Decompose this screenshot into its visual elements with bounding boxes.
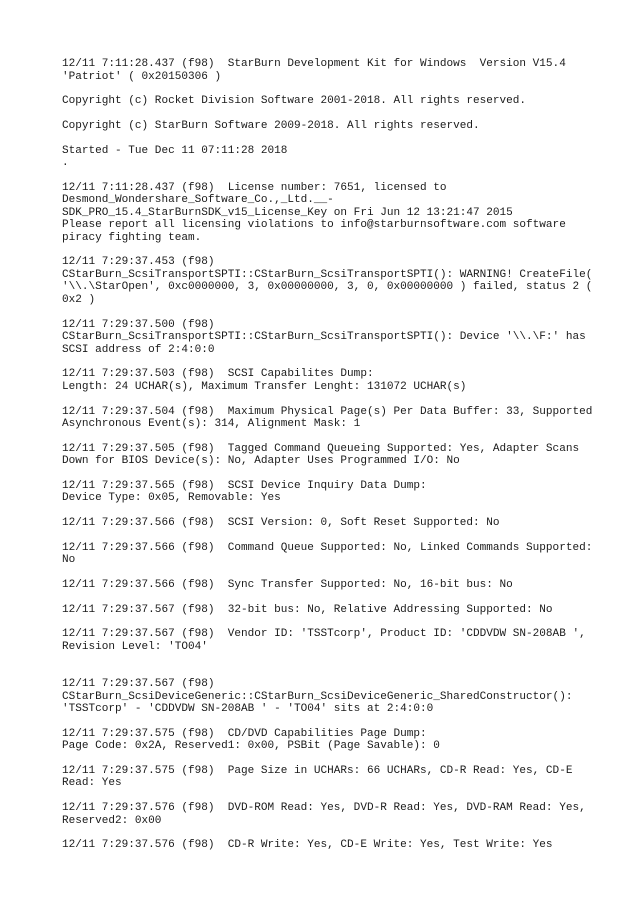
log-entry	[62, 480, 602, 505]
log-line: 12/11 7:29:37.575 (f98) Page Size in UCHARs: 66 UCHARs, CD-R Read: Yes, CD-E	[62, 764, 573, 777]
log-line: Page Code: 0x2A, Reserved1: 0x00, PSBit (Page Savable): 0	[62, 740, 440, 753]
log-line: .	[62, 157, 69, 170]
log-line: 12/11 7:29:37.576 (f98) DVD-ROM Read: Yes, DVD-R Read: Yes, DVD-RAM Read: Yes,	[62, 802, 586, 815]
log-line: Read: Yes	[62, 777, 122, 790]
log-entry	[62, 58, 602, 83]
log-line: 12/11 7:11:28.437 (f98) StarBurn Development Kit for Windows Version V15.4	[62, 58, 566, 70]
log-line: Copyright (c) Rocket Division Software 2001-2018. All rights reserved.	[62, 95, 527, 108]
log-line: 12/11 7:29:37.576 (f98) CD-R Write: Yes, CD-E Write: Yes, Test Write: Yes	[62, 839, 553, 852]
log-line: 12/11 7:29:37.453 (f98)	[62, 256, 215, 269]
log-entry	[62, 802, 602, 827]
log-line: Please report all licensing violations to info@starburnsoftware.com software	[62, 219, 566, 232]
log-entry	[62, 319, 602, 357]
log-line: No	[62, 554, 76, 567]
log-entry	[62, 728, 602, 753]
log-entry	[62, 182, 602, 245]
log-line: piracy fighting team.	[62, 231, 202, 244]
log-line: 12/11 7:29:37.566 (f98) Sync Transfer Supported: No, 16-bit bus: No	[62, 578, 513, 591]
log-line: Reserved2: 0x00	[62, 814, 162, 827]
log-line: '\\.\StarOpen', 0xc0000000, 3, 0x00000000, 3, 0, 0x00000000 ) failed, status 2 (	[62, 281, 593, 294]
log-line: 12/11 7:29:37.566 (f98) SCSI Version: 0, Soft Reset Supported: No	[62, 517, 500, 530]
log-line: 12/11 7:29:37.503 (f98) SCSI Capabilites Dump:	[62, 368, 374, 381]
log-line: Length: 24 UCHAR(s), Maximum Transfer Lenght: 131072 UCHAR(s)	[62, 380, 467, 393]
log-line: 12/11 7:29:37.565 (f98) SCSI Device Inquiry Data Dump:	[62, 479, 427, 492]
log-line: 12/11 7:29:37.567 (f98)	[62, 678, 215, 690]
log-line: 12/11 7:29:37.566 (f98) Command Queue Supported: No, Linked Commands Supported:	[62, 541, 593, 554]
log-line: Device Type: 0x05, Removable: Yes	[62, 492, 281, 505]
log-line: 'TSSTcorp' - 'CDDVDW SN-208AB ' - 'TO04' sits at 2:4:0:0	[62, 703, 434, 715]
log-entry	[62, 839, 602, 852]
log-line: Desmond_Wondershare_Software_Co.,_Ltd.__-	[62, 194, 334, 207]
log-entry	[62, 628, 602, 666]
log-entry	[62, 145, 602, 170]
log-line: Asynchronous Event(s): 314, Alignment Mask: 1	[62, 418, 361, 430]
log-entry	[62, 604, 602, 617]
log-line: Copyright (c) StarBurn Software 2009-2018. All rights reserved.	[62, 119, 480, 132]
log-line: 'Patriot' ( 0x20150306 )	[62, 70, 222, 83]
log-entry	[62, 678, 602, 716]
log-line: 12/11 7:29:37.505 (f98) Tagged Command Queueing Supported: Yes, Adapter Scans	[62, 442, 580, 455]
log-entry	[62, 542, 602, 567]
log-entry	[62, 517, 602, 530]
log-line: Down for BIOS Device(s): No, Adapter Uses Programmed I/O: No	[62, 455, 460, 468]
log-line: 12/11 7:29:37.500 (f98)	[62, 318, 215, 331]
log-line: SDK_PRO_15.4_StarBurnSDK_v15_License_Key on Fri Jun 12 13:21:47 2015	[62, 206, 513, 219]
log-line: 12/11 7:29:37.567 (f98) Vendor ID: 'TSSTcorp', Product ID: 'CDDVDW SN-208AB ',	[62, 628, 586, 641]
log-line: Revision Level: 'TO04'	[62, 640, 208, 653]
log-entry	[62, 95, 602, 108]
log-line: 12/11 7:29:37.575 (f98) CD/DVD Capabilities Page Dump:	[62, 727, 427, 740]
log-entry	[62, 579, 602, 592]
log-line	[62, 653, 602, 666]
log-entry	[62, 120, 602, 133]
log-entry	[62, 256, 602, 306]
log-line: CStarBurn_ScsiTransportSPTI::CStarBurn_ScsiTransportSPTI(): WARNING! CreateFile(	[62, 268, 593, 281]
log-entry	[62, 765, 602, 790]
log-line: CStarBurn_ScsiDeviceGeneric::CStarBurn_ScsiDeviceGeneric_SharedConstructor():	[62, 690, 573, 703]
log-line: 12/11 7:11:28.437 (f98) License number: 7651, licensed to	[62, 181, 447, 194]
log-entry	[62, 443, 602, 468]
log-entry	[62, 406, 602, 431]
log-document	[62, 58, 602, 864]
log-entry	[62, 368, 602, 393]
log-line: Started - Tue Dec 11 07:11:28 2018	[62, 144, 288, 157]
log-line: SCSI address of 2:4:0:0	[62, 343, 215, 356]
log-line: CStarBurn_ScsiTransportSPTI::CStarBurn_ScsiTransportSPTI(): Device '\\.\F:' has	[62, 331, 586, 344]
log-line: 12/11 7:29:37.567 (f98) 32-bit bus: No, Relative Addressing Supported: No	[62, 603, 553, 616]
log-line: 12/11 7:29:37.504 (f98) Maximum Physical Page(s) Per Data Buffer: 33, Supported	[62, 405, 593, 418]
log-line: 0x2 )	[62, 293, 96, 306]
